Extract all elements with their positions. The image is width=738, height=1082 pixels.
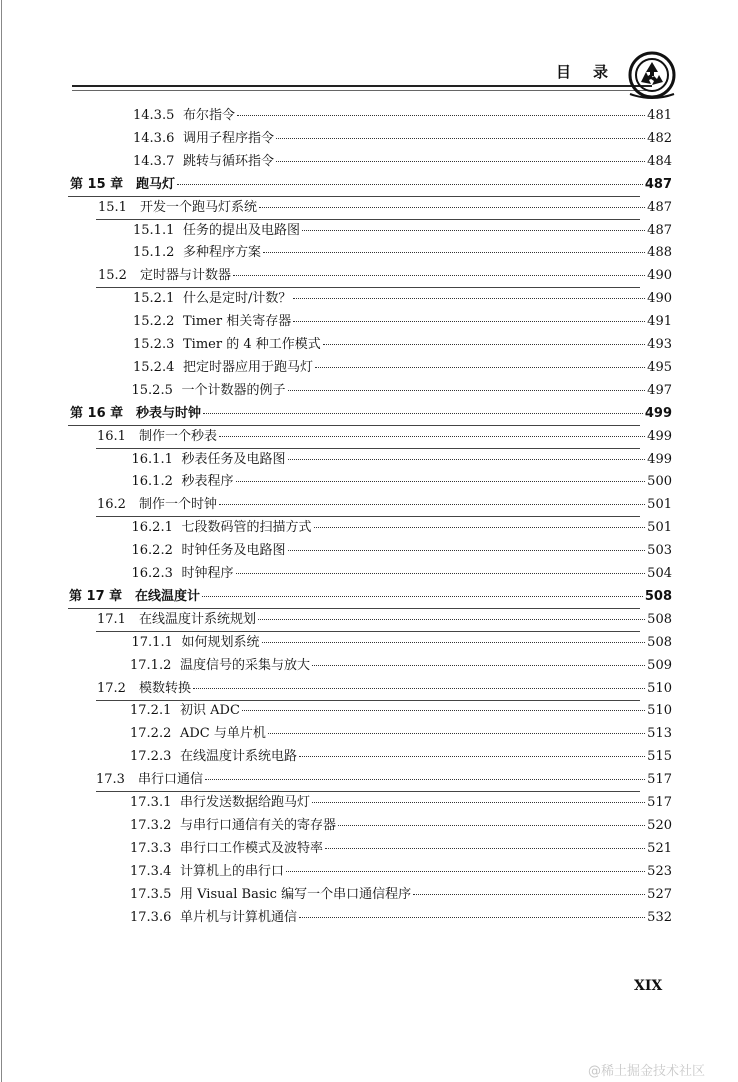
toc-entry-number: 17.3.4 [130, 863, 172, 879]
toc-entry-title: 温度信号的采集与放大 [180, 657, 311, 673]
toc-entry-title: 把定时器应用于跑马灯 [183, 359, 314, 375]
toc-entry-title: 串行口工作模式及波特率 [180, 840, 324, 856]
toc-entry-page: 513 [647, 726, 672, 742]
toc-entry-page: 501 [647, 497, 672, 513]
toc-entry-number: 15.2.3 [133, 337, 175, 352]
toc-chapter-row [69, 589, 672, 605]
toc-entry-number: 17.3.6 [130, 909, 172, 925]
toc-leader-dots [325, 847, 645, 849]
toc-entry-title: 多种程序方案 [183, 245, 262, 261]
toc-separator-line [68, 425, 640, 426]
toc-entry-number: 15.2.5 [131, 382, 173, 398]
toc-entry-title: 任务的提出及电路图 [183, 222, 301, 238]
toc-entry-number: 17.1.2 [130, 657, 172, 673]
toc-subsection-row [132, 452, 673, 468]
toc-section-row [98, 268, 672, 284]
toc-entry-title: 定时器与计数器 [140, 268, 232, 284]
toc-leader-dots [293, 320, 645, 322]
toc-entry-title: 模数转换 [139, 680, 192, 696]
toc-subsection-row [132, 520, 673, 536]
toc-entry-title: 一个计数器的例子 [181, 382, 286, 398]
toc-subsection-row [130, 841, 672, 857]
toc-leader-dots [202, 595, 643, 597]
toc-leader-dots [312, 664, 645, 666]
toc-subsection-row [133, 131, 672, 147]
toc-entry-page: 487 [647, 199, 672, 215]
page-number: XIX [634, 978, 663, 994]
toc-section-row [98, 200, 672, 216]
toc-leader-dots [205, 778, 645, 780]
toc-entry-number: 17.3.1 [130, 795, 172, 810]
toc-entry-number: 15.2 [98, 268, 127, 284]
toc-leader-dots [286, 870, 645, 872]
toc-leader-dots [236, 572, 646, 574]
toc-entry-page: 487 [647, 222, 672, 238]
toc-section-row [97, 497, 672, 513]
toc-leader-dots [276, 160, 645, 162]
toc-entry-number: 17.2.1 [130, 703, 172, 719]
toc-leader-dots [288, 549, 646, 551]
toc-entry-number: 16.2.1 [131, 520, 173, 536]
header-rule [72, 85, 652, 87]
toc-entry-page: 482 [647, 130, 672, 146]
toc-entry-number: 17.2.2 [130, 726, 172, 742]
toc-subsection-row [133, 108, 672, 124]
toc-leader-dots [193, 687, 645, 689]
toc-subsection-row [133, 245, 672, 261]
toc-entry-page: 495 [647, 359, 672, 375]
toc-separator-line [96, 631, 640, 632]
toc-entry-number: 15.2.2 [133, 314, 175, 330]
toc-entry-page: 497 [647, 382, 672, 398]
toc-entry-number: 17.3.3 [130, 840, 172, 856]
toc-subsection-row [133, 360, 672, 376]
toc-entry-number: 14.3.5 [133, 108, 175, 123]
toc-entry-title: 跑马灯 [136, 176, 176, 192]
header-rule-thin [72, 90, 652, 91]
toc-entry-number: 17.2 [97, 680, 126, 696]
toc-entry-number: 17.2.3 [130, 749, 172, 765]
toc-entry-title: 布尔指令 [183, 108, 236, 123]
toc-leader-dots [237, 114, 645, 116]
toc-entry-title: 单片机与计算机通信 [180, 909, 298, 925]
recycle-logo-icon [627, 50, 677, 100]
toc-subsection-row [130, 910, 672, 926]
toc-entry-number: 15.1.2 [133, 245, 175, 261]
toc-section-row [97, 681, 672, 697]
toc-subsection-row [133, 223, 672, 239]
toc-subsection-row [133, 154, 672, 170]
toc-leader-dots [258, 618, 645, 620]
toc-entry-title: 串行发送数据给跑马灯 [180, 795, 311, 810]
toc-entry-number: 17.1.1 [131, 634, 173, 650]
toc-entry-title: 如何规划系统 [181, 634, 260, 650]
toc-chapter-row [70, 406, 672, 422]
toc-entry-number: 16.1.2 [131, 474, 173, 490]
toc-leader-dots [338, 824, 645, 826]
toc-subsection-row [130, 749, 672, 765]
toc-subsection-row [130, 703, 672, 719]
toc-leader-dots [203, 412, 643, 414]
toc-entry-title: 在线温度计 [135, 588, 201, 604]
toc-separator-line [96, 287, 640, 288]
toc-section-row [97, 429, 672, 445]
toc-subsection-row [132, 383, 673, 399]
toc-entry-page: 503 [647, 543, 672, 559]
toc-entry-number: 16.1.1 [131, 451, 173, 467]
toc-entry-page: 490 [647, 268, 672, 284]
toc-entry-page: 508 [647, 634, 672, 650]
toc-leader-dots [268, 732, 645, 734]
toc-leader-dots [293, 297, 645, 299]
toc-separator-line [96, 219, 640, 220]
toc-leader-dots [219, 503, 645, 505]
toc-entry-title: 时钟任务及电路图 [181, 543, 286, 559]
toc-leader-dots [233, 274, 645, 276]
toc-entry-page: 508 [647, 611, 672, 627]
toc-leader-dots [262, 641, 646, 643]
toc-entry-number: 17.3.5 [130, 886, 172, 902]
toc-entry-number: 16.1 [97, 428, 126, 444]
toc-subsection-row [130, 658, 672, 674]
toc-subsection-row [133, 291, 672, 307]
toc-entry-title: 初识 ADC [180, 703, 240, 719]
toc-entry-title: 制作一个秒表 [139, 428, 218, 444]
toc-entry-title: 用 Visual Basic 编写一个串口通信程序 [180, 886, 412, 902]
toc-entry-number: 第 17 章 [69, 588, 123, 604]
toc-leader-dots [263, 251, 645, 253]
toc-leader-dots [302, 229, 645, 231]
toc-leader-dots [177, 183, 643, 185]
toc-entry-title: 秒表与时钟 [136, 405, 202, 421]
toc-entry-page: 499 [644, 405, 672, 421]
toc-leader-dots [314, 526, 646, 528]
toc-leader-dots [299, 916, 645, 918]
toc-subsection-row [130, 887, 672, 903]
toc-entry-page: 517 [647, 772, 672, 788]
toc-subsection-row [130, 864, 672, 880]
toc-entry-number: 15.2.4 [133, 359, 175, 375]
toc-entry-page: 493 [647, 337, 672, 352]
toc-entry-number: 17.3.2 [130, 817, 172, 833]
toc-subsection-row [132, 543, 673, 559]
toc-entry-page: 521 [647, 840, 672, 856]
toc-subsection-row [130, 726, 672, 742]
toc-entry-title: 时钟程序 [181, 566, 234, 581]
toc-leader-dots [315, 366, 645, 368]
toc-subsection-row [133, 337, 672, 353]
toc-leader-dots [236, 480, 646, 482]
toc-entry-page: 500 [647, 474, 672, 490]
toc-subsection-row [132, 635, 673, 651]
toc-entry-title: 秒表程序 [181, 474, 234, 490]
toc-entry-title: 秒表任务及电路图 [181, 451, 286, 467]
toc-entry-page: 504 [647, 566, 672, 581]
toc-entry-page: 510 [647, 703, 672, 719]
toc-entry-page: 508 [644, 588, 672, 604]
toc-entry-page: 520 [647, 817, 672, 833]
toc-entry-page: 490 [647, 291, 672, 307]
toc-leader-dots [242, 709, 645, 711]
toc-entry-page: 509 [647, 657, 672, 673]
watermark: @稀土掘金技术社区 [588, 1064, 706, 1079]
toc-entry-title: Timer 相关寄存器 [183, 314, 292, 330]
toc-entry-title: 在线温度计系统电路 [180, 749, 298, 765]
toc-entry-page: 481 [647, 108, 672, 123]
toc-leader-dots [259, 206, 645, 208]
toc-entry-title: 计算机上的串行口 [180, 863, 285, 879]
toc-entry-number: 16.2 [97, 497, 126, 513]
toc-separator-line [96, 700, 640, 701]
toc-entry-number: 15.1.1 [133, 222, 175, 238]
toc-entry-page: 527 [647, 886, 672, 902]
toc-entry-page: 532 [647, 909, 672, 925]
toc-entry-page: 515 [647, 749, 672, 765]
toc-entry-page: 499 [647, 451, 672, 467]
page-edge [1, 0, 2, 1082]
toc-leader-dots [276, 137, 645, 139]
toc-entry-title: 开发一个跑马灯系统 [140, 199, 258, 215]
toc-entry-number: 15.1 [98, 199, 127, 215]
toc-entry-title: 制作一个时钟 [139, 497, 218, 513]
toc-leader-dots [219, 435, 645, 437]
toc-chapter-row [70, 177, 672, 193]
toc-entry-title: 跳转与循环指令 [183, 153, 275, 169]
toc-entry-page: 510 [647, 680, 672, 696]
toc-section-row [96, 772, 672, 788]
toc-entry-title: 与串行口通信有关的寄存器 [180, 817, 337, 833]
toc-separator-line [68, 608, 640, 609]
toc-entry-page: 499 [647, 428, 672, 444]
toc-entry-number: 17.1 [97, 611, 126, 627]
toc-section-row [97, 612, 672, 628]
toc-entry-page: 523 [647, 863, 672, 879]
toc-leader-dots [288, 458, 646, 460]
toc-entry-title: 七段数码管的扫描方式 [181, 520, 312, 536]
toc-entry-number: 16.2.2 [131, 543, 173, 559]
toc-separator-line [96, 791, 640, 792]
toc-leader-dots [413, 893, 645, 895]
toc-separator-line [68, 196, 640, 197]
toc-subsection-row [132, 474, 673, 490]
toc-entry-page: 517 [647, 795, 672, 810]
toc-entry-page: 488 [647, 245, 672, 261]
toc-entry-title: 串行口通信 [138, 772, 204, 788]
toc-entry-number: 17.3 [96, 772, 125, 788]
toc-entry-title: 在线温度计系统规划 [139, 611, 257, 627]
toc-leader-dots [299, 755, 645, 757]
toc-leader-dots [288, 389, 646, 391]
toc-leader-dots [323, 343, 645, 345]
toc-entry-number: 第 15 章 [70, 176, 124, 192]
toc-entry-number: 14.3.6 [133, 130, 175, 146]
toc-entry-page: 487 [644, 176, 672, 192]
toc-entry-number: 14.3.7 [133, 153, 175, 169]
toc-subsection-row [133, 314, 672, 330]
toc-entry-title: 调用子程序指令 [183, 130, 275, 146]
toc-subsection-row [132, 566, 673, 582]
toc-subsection-row [130, 795, 672, 811]
toc-entry-number: 15.2.1 [133, 291, 175, 307]
toc-entry-title: ADC 与单片机 [180, 726, 266, 742]
toc-leader-dots [312, 801, 645, 803]
toc-entry-number: 第 16 章 [70, 405, 124, 421]
toc-entry-number: 16.2.3 [131, 566, 173, 581]
toc-separator-line [96, 448, 640, 449]
toc-entry-title: Timer 的 4 种工作模式 [183, 337, 321, 352]
toc-entry-page: 484 [647, 153, 672, 169]
toc-entry-page: 501 [647, 520, 672, 536]
toc-entry-page: 491 [647, 314, 672, 330]
toc-subsection-row [130, 818, 672, 834]
toc-separator-line [96, 516, 640, 517]
toc-entry-title: 什么是定时/计数？ [183, 291, 292, 307]
page-header-title: 目录 [556, 63, 631, 81]
